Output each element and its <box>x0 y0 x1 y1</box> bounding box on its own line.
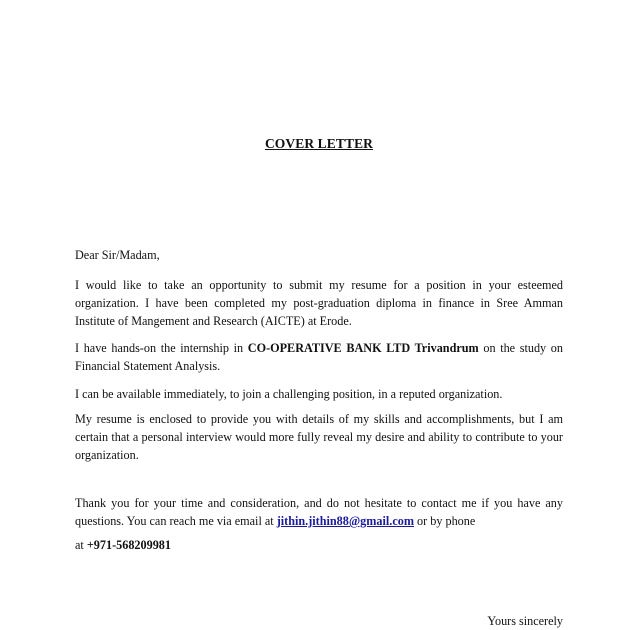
paragraph-contact <box>75 494 563 530</box>
internship-text-before: I have hands-on the internship in <box>75 341 248 355</box>
bank-name: CO-OPERATIVE BANK LTD Trivandrum <box>247 341 479 355</box>
closing: Yours sincerely <box>487 614 563 628</box>
paragraph-intro: I would like to take an opportunity to submit my resume for a position in your esteemed organization. I have been completed my post-graduation diploma in finance in Sree Amman Institute of Mangement and Research (AICTE) at Erode. <box>75 278 563 328</box>
email-link[interactable]: jithin.jithin88@gmail.com <box>276 514 414 528</box>
contact-text-before: Thank you for your time and consideration, and do not hesitate to contact me if you have any questions. You can reach me via email at <box>75 496 563 528</box>
letter-title: COVER LETTER <box>264 136 374 151</box>
internship-text-after: on the study on Financial Statement Analysis. <box>75 341 563 373</box>
phone-number: +971-568209981 <box>86 538 171 552</box>
paragraph-availability: I can be available immediately, to join a challenging position, in a reputed organization. <box>75 387 503 401</box>
salutation: Dear Sir/Madam, <box>75 248 160 262</box>
paragraph-resume: My resume is enclosed to provide you with details of my skills and accomplishments, but I am certain that a personal interview would more fully reveal my desire and ability to contribute to your organization. <box>75 412 563 462</box>
contact-text-after: or by phone <box>414 514 476 528</box>
phone-line <box>75 536 563 554</box>
phone-prefix: at <box>75 538 87 552</box>
paragraph-internship <box>75 339 563 375</box>
